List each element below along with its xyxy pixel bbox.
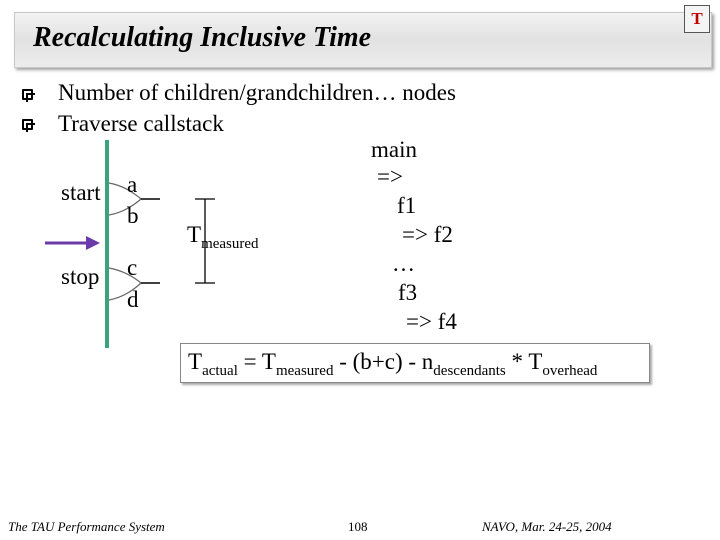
slide-title: Recalculating Inclusive Time [33,22,372,53]
formula-sub-actual: actual [202,363,238,379]
footer-right: NAVO, Mar. 24-25, 2004 [482,519,612,534]
callstack-f4: => f4 [406,309,457,334]
callstack-arrow-1: => [377,164,403,189]
stop-label: stop [61,264,100,289]
callstack-f1: f1 [397,193,417,218]
formula-sub-descendants: descendants [433,363,506,379]
tau-logo-icon: T [684,5,710,33]
segment-c-label: c [127,255,138,280]
callstack-f3: f3 [398,280,418,305]
formula [188,349,597,380]
formula-times: * T [505,349,543,374]
bullet-text-2: Traverse callstack [58,111,224,136]
bullet-text-1: Number of children/grandchildren… nodes [58,80,456,105]
t-symbol: T [187,222,202,247]
formula-t: T [188,349,203,374]
callstack-main: main [371,137,417,162]
start-label: start [61,180,101,205]
formula-sub-overhead: overhead [542,363,598,379]
t-measured-label [187,222,259,252]
page-number: 108 [348,519,368,534]
callstack-ellipsis: … [392,251,415,276]
segment-b-label: b [127,203,139,228]
formula-eq: = T [237,349,276,374]
formula-minus: - (b+c) - n [333,349,434,374]
arrow-head [86,236,100,250]
footer-left: The TAU Performance System [8,519,165,534]
callstack-f2: => f2 [402,222,453,247]
formula-sub-measured: measured [275,363,334,379]
segment-d-label: d [127,287,139,312]
formula-box [180,343,650,383]
t-subscript: measured [201,236,259,252]
segment-a-label: a [127,172,138,197]
